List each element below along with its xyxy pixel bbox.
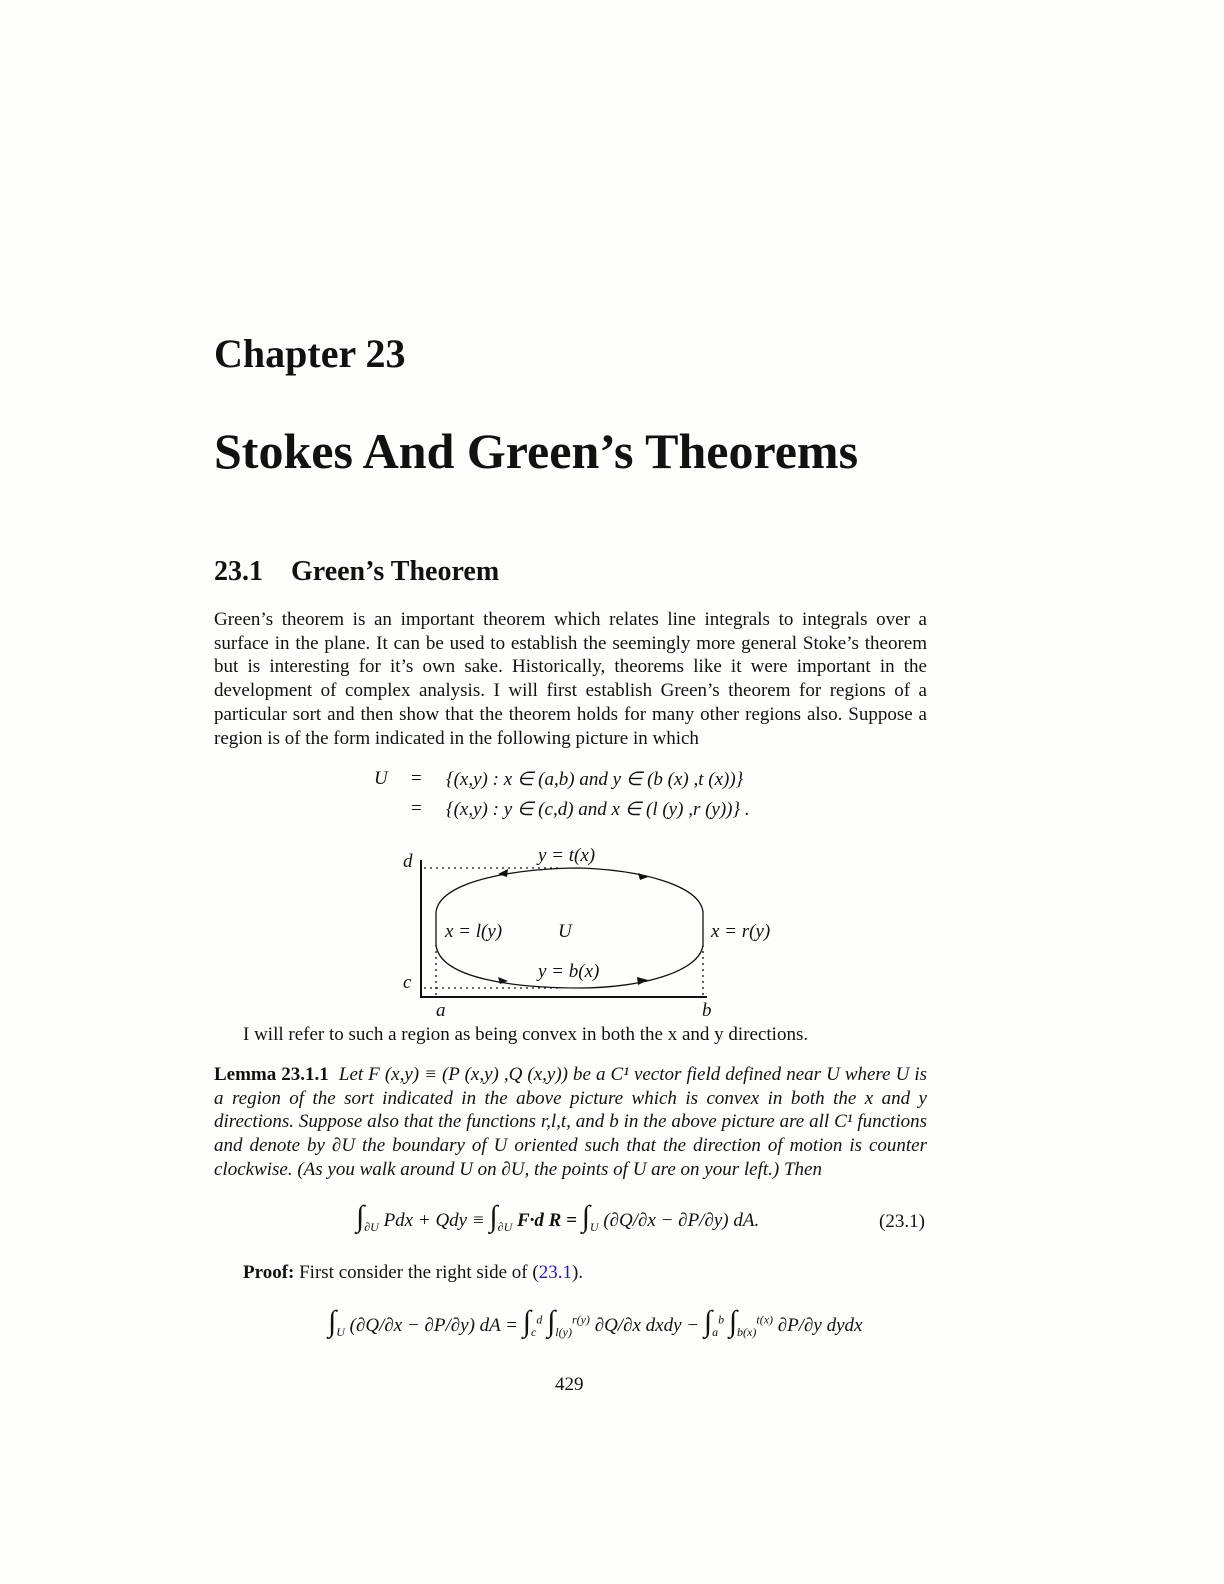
eq2-lhs: (∂Q/∂x − ∂P/∂y) dA = <box>349 1315 519 1336</box>
label-d: d <box>403 851 413 872</box>
equation-23-1: $\int_{\partial U}$ Pdx + Qdy ≡ $\int_{\partial U}$ F·d $R = \int_U$ (∂Q/∂x − ∂P/∂y) dA. <box>356 1200 760 1234</box>
equation-proof: $\int_U$ (∂Q/∂x − ∂P/∂y) dA = $\int_c^d$ $\int_{l(y)}^{r(y)}$ ∂Q/∂x dxdy − $\int_a^b$ $\int_{b(x)}^{t(x)}$ ∂P/∂y dydx <box>328 1305 863 1339</box>
set-row-2: {(x,y) : y ∈ (c,d) and x ∈ (l (y) ,r (y))} . <box>446 799 750 820</box>
set-eq-2: = <box>411 798 422 819</box>
page-number: 429 <box>555 1374 584 1395</box>
chapter-title: Stokes And Green’s Theorems <box>214 423 859 479</box>
eq2-term2: ∂P/∂y dydx <box>777 1315 863 1336</box>
lim: b <box>718 1312 725 1327</box>
eq1-mid: F·d R = <box>517 1210 577 1231</box>
lemma <box>214 1063 927 1182</box>
lim: c <box>530 1324 537 1339</box>
label-region: U <box>558 921 572 942</box>
label-a: a <box>436 1000 446 1021</box>
intro-paragraph: Green’s theorem is an important theorem which relates line integrals to integrals over a surface in the plane. It can be used to establish the seemingly more general Stoke’s theorem but is interesting for it’s own sake. Historically, theorems like it were important in the development of complex analysis. I will first establish Green’s theorem for regions of a particular sort and then show that the theorem holds for many other regions also. Suppose a region is of the form indicated in the following picture in which <box>214 609 927 749</box>
set-eq-1: = <box>411 768 422 789</box>
section-number: 23.1 <box>214 556 263 587</box>
label-b: b <box>702 1000 712 1021</box>
section-title: Green’s Theorem <box>291 556 500 587</box>
set-row-1: {(x,y) : x ∈ (a,b) and y ∈ (b (x) ,t (x))} <box>446 769 744 790</box>
label-bottom-curve: y = b(x) <box>538 961 600 982</box>
label-left-curve: x = l(y) <box>445 921 503 942</box>
label-right-curve: x = r(y) <box>711 921 771 942</box>
set-lhs: U <box>374 768 388 789</box>
proof-label: Proof: <box>243 1262 295 1283</box>
int-sub: ∂U <box>497 1219 513 1234</box>
equation-ref-link[interactable]: 23.1 <box>538 1262 572 1283</box>
int-sub: U <box>336 1324 345 1339</box>
lim: t(x) <box>756 1312 774 1327</box>
lim: l(y) <box>555 1324 572 1339</box>
chapter-label: Chapter 23 <box>214 331 406 376</box>
eq2-term1: ∂Q/∂x dxdy − <box>594 1315 700 1336</box>
convex-sentence: I will refer to such a region as being convex in both the x and y directions. <box>243 1024 809 1045</box>
int-sub: ∂U <box>364 1219 379 1234</box>
lim: r(y) <box>571 1312 590 1327</box>
proof <box>243 1262 583 1284</box>
lim: a <box>712 1324 719 1339</box>
eq1-rhs: (∂Q/∂x − ∂P/∂y) dA. <box>603 1210 760 1231</box>
label-c: c <box>403 972 412 993</box>
equation-number: (23.1) <box>879 1211 925 1232</box>
label-top-curve: y = t(x) <box>538 845 596 866</box>
lim: d <box>536 1312 543 1327</box>
proof-text: First consider the right side of ( <box>299 1262 539 1283</box>
eq1-left: Pdx + Qdy ≡ <box>383 1210 485 1231</box>
lemma-text: Let F (x,y) ≡ (P (x,y) ,Q (x,y)) be a C¹ vector field defined near U where U is a region of the sort indicated in the above picture which is convex in both the x and y directions. Suppose also that the functions r,l,t, and b in the above picture are all C¹ functions and denote by ∂U the boundary of U oriented such that the direction of motion is counter clockwise. (As you walk around U on ∂U, the points of U are on your left.) Then <box>214 1064 928 1180</box>
lemma-label: Lemma 23.1.1 <box>214 1064 329 1085</box>
proof-end: ). <box>571 1262 584 1283</box>
lim: b(x) <box>737 1324 757 1339</box>
int-sub: U <box>589 1219 599 1234</box>
